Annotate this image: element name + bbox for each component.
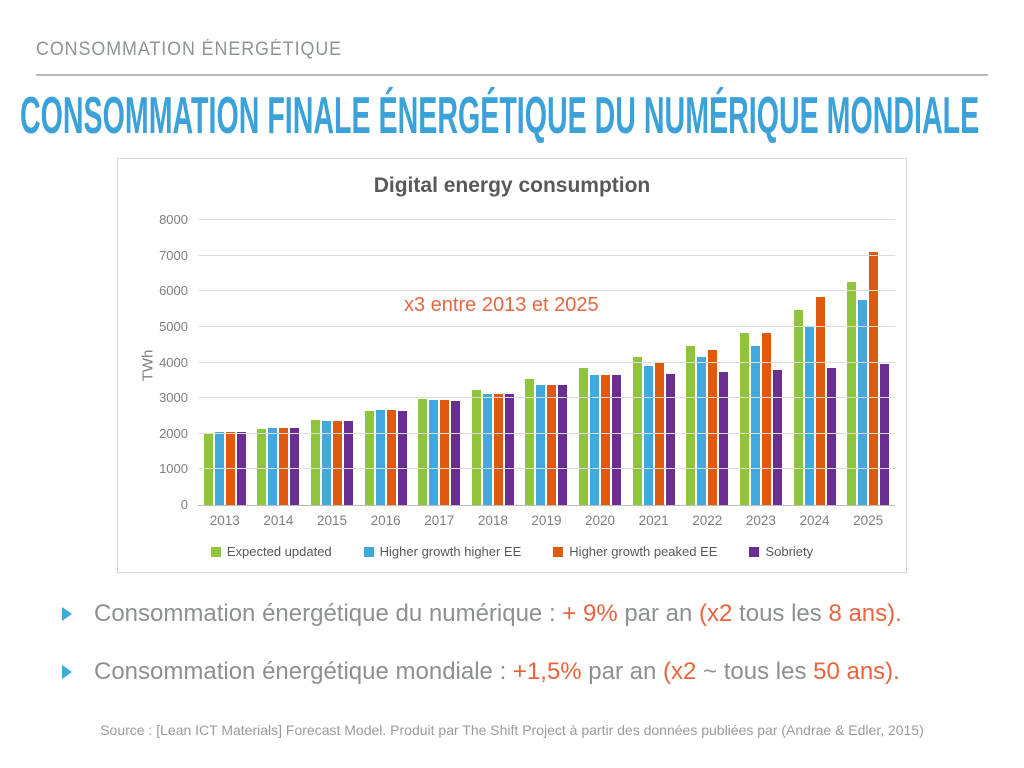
bar [719, 372, 728, 505]
x-axis-labels [198, 513, 895, 528]
header-divider [36, 74, 988, 76]
legend-swatch-icon [749, 547, 759, 557]
x-axis-tick-label: 2019 [531, 513, 562, 528]
legend-label: Expected updated [226, 544, 332, 559]
y-axis-tick-label: 4000 [159, 354, 188, 370]
bar [805, 326, 814, 505]
bar [429, 400, 438, 505]
bar [579, 368, 588, 505]
bar [644, 366, 653, 505]
bar [494, 394, 503, 506]
bar [505, 394, 514, 505]
bar-group [793, 221, 837, 505]
bullet-segment: Consommation énergétique du numérique : [94, 600, 563, 627]
y-axis-tick-label: 2000 [159, 425, 188, 441]
bar [290, 428, 299, 505]
bullet-segment: ~ tous les [696, 658, 814, 685]
bullet-segment: par an [581, 658, 664, 685]
bar-group [256, 221, 300, 505]
bar [794, 310, 803, 505]
x-axis-tick-label: 2013 [209, 513, 240, 528]
x-axis-tick-label: 2022 [692, 513, 723, 528]
bullet-segment: tous les [732, 600, 829, 627]
x-axis-tick-label: 2015 [316, 513, 348, 528]
legend-label: Higher growth higher EE [379, 544, 522, 559]
bar-group [471, 221, 515, 505]
bar [398, 411, 407, 505]
bullet-segment: 8 ans). [828, 600, 902, 627]
bar [451, 401, 460, 505]
bar [762, 333, 771, 505]
bullet-list [60, 600, 1010, 716]
bar [816, 297, 825, 505]
bar [440, 400, 449, 505]
bar [666, 374, 675, 505]
x-axis-tick-label: 2023 [745, 513, 776, 528]
legend-item [553, 544, 717, 559]
section-kicker: CONSOMMATION ÉNERGÉTIQUE [36, 39, 343, 60]
bar [365, 411, 374, 505]
x-axis-tick-label: 2021 [638, 513, 669, 528]
bullet-segment: +1,5% [512, 658, 582, 685]
legend-swatch-icon [364, 547, 374, 557]
x-axis-tick-label: 2017 [424, 513, 455, 528]
x-axis-tick-label: 2016 [370, 513, 401, 528]
bar [612, 375, 621, 505]
gridline [198, 433, 895, 434]
legend-label: Higher growth peaked EE [569, 544, 718, 559]
x-axis-tick-label: 2024 [799, 513, 830, 528]
bullet-segment: + 9% [562, 600, 618, 627]
y-axis-tick-label: 8000 [159, 212, 188, 227]
bar-group [417, 221, 461, 505]
gridline [198, 468, 895, 469]
bar-group [632, 221, 676, 505]
legend-item [211, 544, 332, 559]
bullet-segment: (x2 [699, 600, 733, 627]
bar-group [739, 221, 783, 505]
y-axis-tick-label: 7000 [159, 247, 188, 263]
bullet-item [60, 600, 1010, 628]
chart-legend [118, 544, 906, 559]
y-axis-tick-label: 0 [180, 497, 188, 512]
chart-annotation: x3 entre 2013 et 2025 [404, 294, 599, 316]
bullet-text [94, 600, 902, 628]
gridline [198, 397, 895, 398]
bullet-arrow-icon [62, 607, 72, 621]
bar [751, 346, 760, 505]
bar [708, 350, 717, 505]
y-axis-title: TWh [139, 349, 157, 382]
bar [686, 346, 695, 505]
bar [880, 364, 889, 505]
bar [858, 300, 867, 505]
bullet-segment: (x2 [663, 658, 697, 685]
gridline [198, 255, 895, 256]
bar [472, 390, 481, 505]
bar-groups [198, 221, 895, 505]
bar [558, 385, 567, 505]
bar [279, 428, 288, 505]
bar [418, 399, 427, 505]
bar-group [524, 221, 568, 505]
chart-title: Digital energy consumption [373, 174, 651, 197]
x-axis-tick-label: 2018 [477, 513, 508, 528]
legend-label: Sobriety [765, 544, 814, 559]
gridline [198, 326, 895, 327]
legend-swatch-icon [553, 547, 563, 557]
y-axis-tick-label: 6000 [159, 283, 188, 299]
chart-frame [117, 158, 907, 573]
gridline [198, 290, 895, 291]
bullet-text [94, 658, 900, 686]
y-axis-tick-label: 5000 [159, 318, 188, 334]
legend-item [749, 544, 813, 559]
bar [847, 282, 856, 505]
bar [483, 394, 492, 506]
x-axis-tick-label: 2025 [853, 513, 884, 528]
bullet-arrow-icon [62, 665, 72, 679]
bar [827, 368, 836, 505]
y-axis-tick-label: 3000 [159, 390, 188, 406]
bar-group [203, 221, 247, 505]
gridline [198, 219, 895, 220]
bar [268, 428, 277, 505]
bar [536, 385, 545, 505]
gridline [198, 362, 895, 363]
bar-group [685, 221, 729, 505]
legend-swatch-icon [211, 547, 221, 557]
plot-area [159, 212, 895, 528]
bar [376, 410, 385, 505]
bar [257, 429, 266, 505]
bullet-segment: Consommation énergétique mondiale : [94, 658, 513, 685]
bar-group [578, 221, 622, 505]
bar-group [310, 221, 354, 505]
bar [590, 375, 599, 505]
source-note: Source : [Lean ICT Materials] Forecast Model. Produit par The Shift Project à partir des données publiées par (Andrae & Edler, 2015) [100, 722, 924, 738]
legend-item [364, 544, 522, 559]
bullet-item [60, 658, 1010, 686]
x-axis-tick-label: 2014 [263, 513, 294, 528]
y-axis-tick-label: 1000 [159, 461, 188, 477]
bar [601, 375, 610, 505]
bar-group [846, 221, 890, 505]
bullet-segment: 50 ans). [813, 658, 900, 685]
bar [387, 410, 396, 505]
bar [773, 370, 782, 505]
bar [633, 357, 642, 505]
bar [204, 434, 213, 505]
bar [740, 333, 749, 505]
x-axis-tick-label: 2020 [585, 513, 616, 528]
bar [655, 363, 664, 506]
bar-group [364, 221, 408, 505]
bar [697, 357, 706, 505]
bullet-segment: par an [617, 600, 700, 627]
bar [547, 385, 556, 505]
page-title: CONSOMMATION FINALE ÉNERGÉTIQUE DU NUMÉRIQUE MONDIALE [20, 87, 980, 145]
